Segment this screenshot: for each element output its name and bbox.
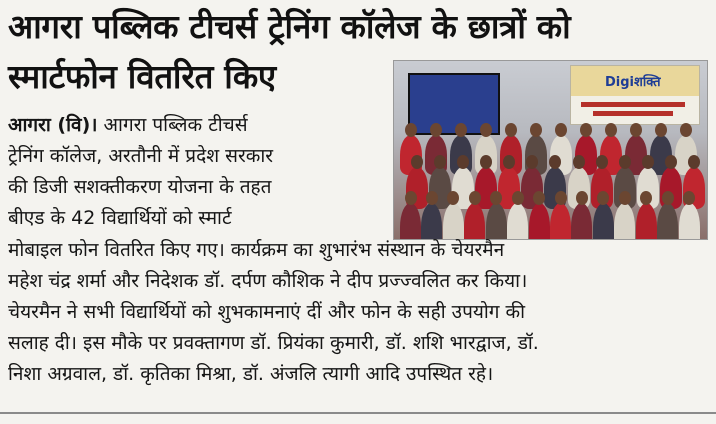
student-head	[426, 191, 438, 205]
body-line: मोबाइल फोन वितरित किए गए। कार्यक्रम का शुभारंभ संस्थान के चेयरमैन	[8, 239, 505, 261]
dateline: आगरा (वि)।	[8, 114, 98, 136]
body-line: बीएड के 42 विद्यार्थियों को स्मार्ट	[8, 207, 232, 229]
news-photo	[393, 60, 708, 240]
student-head	[596, 155, 608, 169]
student-head	[469, 191, 481, 205]
body-line: आगरा पब्लिक टीचर्स	[97, 114, 248, 136]
student-head	[642, 155, 654, 169]
student-head	[630, 123, 642, 137]
student-head	[576, 191, 588, 205]
student-head	[430, 123, 442, 137]
student-head	[688, 155, 700, 169]
event-banner	[570, 65, 700, 125]
student-head	[680, 123, 692, 137]
student-head	[411, 155, 423, 169]
student-head	[555, 123, 567, 137]
student-head	[555, 191, 567, 205]
banner-logo: Digiशक्ति	[605, 75, 661, 90]
student-head	[405, 123, 417, 137]
article-column-text	[8, 110, 388, 234]
student-head	[405, 191, 417, 205]
group-of-students	[394, 121, 707, 239]
body-line: ट्रेनिंग कॉलेज, अरतौनी में प्रदेश सरकार	[8, 145, 274, 167]
student-head	[683, 191, 695, 205]
body-line: निशा अग्रवाल, डॉ. कृतिका मिश्रा, डॉ. अंजलि त्यागी आदि उपस्थित रहे।	[8, 363, 494, 385]
headline-line-1: आगरा पब्लिक टीचर्स ट्रेनिंग कॉलेज के छात्रों को	[8, 7, 571, 46]
student-head	[512, 191, 524, 205]
student-head	[655, 123, 667, 137]
headline-line-2: स्मार्टफोन वितरित किए	[8, 57, 276, 96]
student-head	[665, 155, 677, 169]
body-line: की डिजी सशक्तीकरण योजना के तहत	[8, 176, 272, 198]
bottom-rule	[0, 412, 716, 414]
student-head	[580, 123, 592, 137]
student-head	[619, 155, 631, 169]
student-head	[434, 155, 446, 169]
student-head	[480, 123, 492, 137]
body-line: चेयरमैन ने सभी विद्यार्थियों को शुभकामनाएं दीं और फोन के सही उपयोग की	[8, 301, 526, 323]
article-full-text	[8, 235, 712, 390]
student-head	[533, 191, 545, 205]
student-head	[619, 191, 631, 205]
student-head	[662, 191, 674, 205]
body-line: सलाह दी। इस मौके पर प्रवक्तागण डॉ. प्रियंका कुमारी, डॉ. शशि भारद्वाज, डॉ.	[8, 332, 539, 354]
student-head	[455, 123, 467, 137]
student-head	[530, 123, 542, 137]
student-head	[505, 123, 517, 137]
body-line: महेश चंद्र शर्मा और निदेशक डॉ. दर्पण कौशिक ने दीप प्रज्ज्वलित कर किया।	[8, 270, 528, 292]
student-head	[573, 155, 585, 169]
student-head	[605, 123, 617, 137]
